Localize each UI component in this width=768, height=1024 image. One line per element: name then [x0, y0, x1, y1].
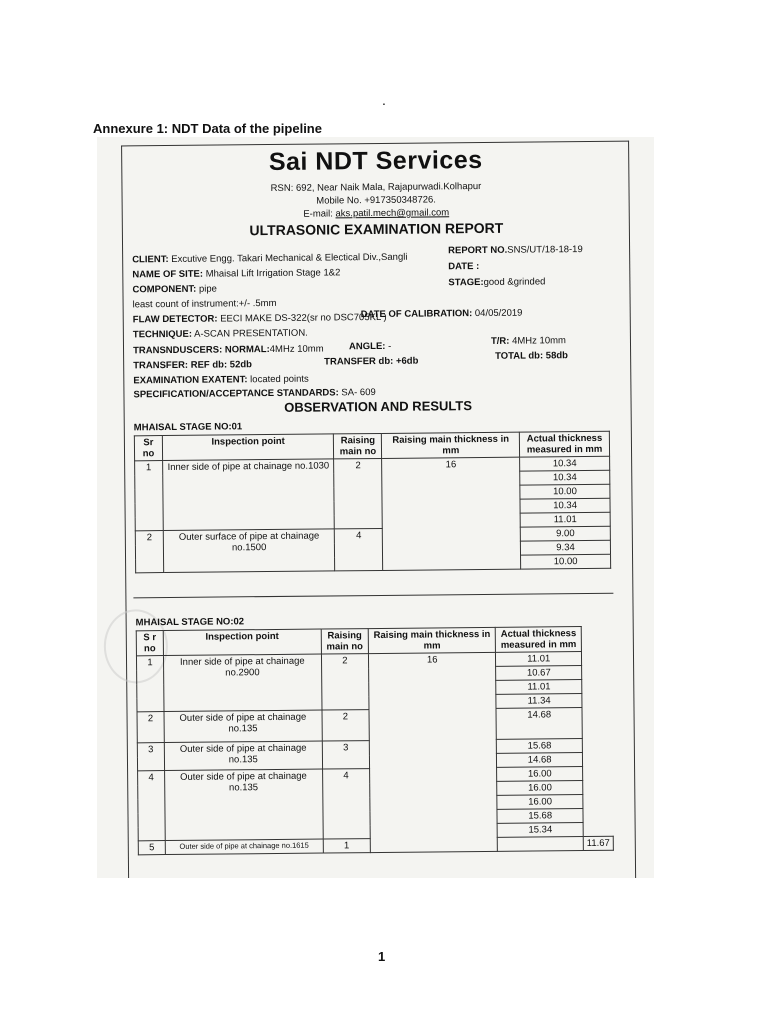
tr-line: T/R: 4MHz 10mm	[490, 335, 566, 347]
report-no-line: REPORT NO.SNS/UT/18-18-19	[448, 244, 583, 257]
cell-value: 9.00	[520, 526, 610, 541]
cell-sr: 1	[135, 461, 164, 531]
cell-value: 16.00	[497, 767, 583, 782]
technique-line: TECHNIQUE: A-SCAN PRESENTATION.	[132, 327, 308, 341]
header-actual: Actual thickness measured in mm	[519, 431, 609, 457]
cell-sr: 3	[137, 743, 164, 771]
cell-sr: 5	[138, 841, 165, 855]
stage2-table	[136, 626, 614, 856]
top-dot: .	[382, 92, 386, 108]
email-link[interactable]: aks.patil.mech@gmail.com	[335, 207, 450, 220]
cell-value: 15.68	[497, 739, 583, 754]
cell-value: 14.68	[497, 753, 583, 768]
cell-value: 11.67	[583, 836, 613, 850]
cell-thickness-empty	[498, 837, 584, 852]
cell-point: Outer side of pipe at chainage no.135	[164, 741, 322, 771]
email-label: E-mail:	[303, 208, 336, 220]
annexure-title: Annexure 1: NDT Data of the pipeline	[93, 121, 322, 136]
cell-value: 11.34	[496, 694, 582, 709]
cell-value: 14.68	[496, 708, 582, 740]
total-db-line: TOTAL db: 58db	[495, 350, 569, 362]
stage-line: STAGE:good &grinded	[448, 276, 546, 289]
site-line: NAME OF SITE: Mhaisal Lift Irrigation Stage 1&2	[132, 267, 341, 281]
cell-value: 11.01	[520, 512, 610, 527]
company-address: RSN: 692, Near Naik Mala, Rajapurwadi.Kolhapur	[270, 180, 482, 195]
cell-point: Outer side of pipe at chainage no.135	[164, 769, 323, 841]
client-line: CLIENT: Excutive Engg. Takari Mechanical & Electical Div.,Sangli	[132, 251, 408, 266]
cell-value: 15.34	[498, 823, 584, 838]
observation-title: OBSERVATION AND RESULTS	[284, 398, 473, 415]
cell-value: 10.34	[520, 498, 610, 513]
header-sr: Sr no	[134, 436, 162, 461]
cell-thickness: 16	[368, 652, 497, 852]
cell-point: Outer side of pipe at chainage no.1615	[165, 839, 323, 855]
header-main: Raising main no	[321, 629, 368, 654]
report-title: ULTRASONIC EXAMINATION REPORT	[249, 219, 504, 239]
cell-value: 10.00	[521, 554, 611, 569]
cell-value: 10.00	[520, 484, 610, 499]
cell-sr: 1	[136, 656, 163, 712]
cell-main: 4	[335, 528, 383, 570]
extent-line: EXAMINATION EXATENT: located points	[133, 373, 309, 387]
calibration-line: DATE OF CALIBRATION: 04/05/2019	[360, 307, 523, 321]
transfer-db-line: TRANSFER db: +6db	[324, 355, 419, 368]
stage1-title: MHAISAL STAGE NO:01	[133, 421, 243, 434]
cell-value: 16.00	[497, 795, 583, 810]
spec-line: SPECIFICATION/ACCEPTANCE STANDARDS: SA- 609	[133, 387, 376, 401]
header-thickness: Raising main thickness in mm	[382, 432, 520, 458]
cell-point: Outer surface of pipe at chainage no.1500	[163, 529, 335, 573]
header-sr: S r no	[136, 631, 163, 656]
cell-value: 11.01	[496, 652, 582, 667]
stage1-table	[134, 431, 611, 574]
cell-value: 9.34	[520, 540, 610, 555]
cell-point: Outer side of pipe at chainage no.135	[164, 710, 322, 743]
header-point: Inspection point	[163, 629, 321, 656]
cell-main: 2	[321, 654, 369, 710]
transfer-ref-line: TRANSFER: REF db: 52db	[133, 359, 252, 372]
scanned-report	[97, 137, 654, 878]
header-thickness: Raising main thickness in mm	[368, 627, 496, 653]
cell-thickness: 16	[382, 457, 521, 570]
component-line: COMPONENT: pipe	[132, 283, 217, 296]
header-actual: Actual thickness measured in mm	[496, 627, 582, 653]
cell-sr: 2	[135, 531, 163, 573]
cell-point: Inner side of pipe at chainage no.2900	[163, 654, 321, 712]
cell-value: 15.68	[497, 809, 583, 824]
least-count-line: least count of instrument:+/- .5mm	[132, 297, 277, 311]
date-line: DATE :	[448, 261, 480, 273]
cell-sr: 4	[138, 771, 166, 841]
cell-value: 10.67	[496, 666, 582, 681]
stage2-title: MHAISAL STAGE NO:02	[135, 616, 245, 629]
cell-point: Inner side of pipe at chainage no.1030	[163, 459, 335, 531]
header-main: Raising main no	[334, 433, 382, 458]
angle-line: ANGLE: -	[348, 340, 392, 353]
page-number: 1	[378, 949, 386, 964]
cell-value: 16.00	[497, 781, 583, 796]
cell-main: 2	[334, 458, 383, 528]
cell-value: 10.34	[520, 456, 610, 471]
cell-main: 2	[322, 710, 369, 741]
cell-main: 3	[322, 741, 369, 769]
header-point: Inspection point	[162, 434, 334, 461]
cell-value: 11.01	[496, 680, 582, 695]
cell-main: 4	[322, 769, 370, 839]
cell-main: 1	[323, 839, 370, 853]
company-mobile: Mobile No. +917350348726.	[316, 194, 436, 207]
cell-sr: 2	[137, 712, 164, 743]
flaw-detector-line: FLAW DETECTOR: EECI MAKE DS-322(sr no DSC705KL )	[132, 311, 387, 326]
transducers-line: TRANSNDUSCERS: NORMAL:4MHz 10mm	[132, 343, 324, 357]
company-name: Sai NDT Services	[268, 145, 483, 177]
cell-value: 10.34	[520, 470, 610, 485]
